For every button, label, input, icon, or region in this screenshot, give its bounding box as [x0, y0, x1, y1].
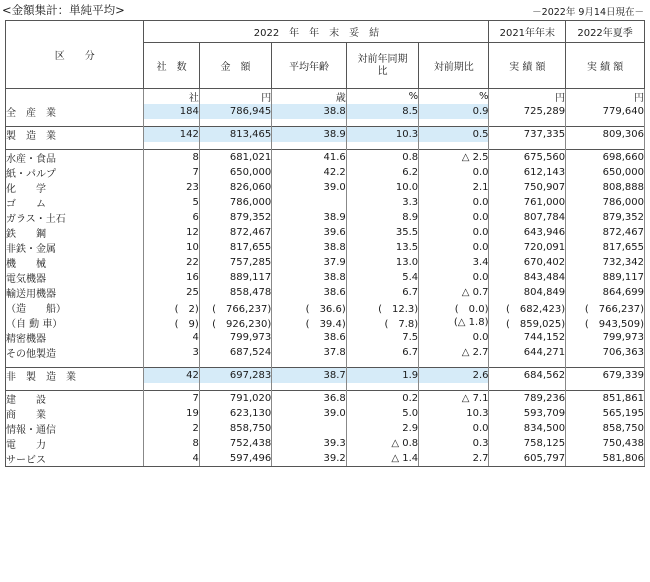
row-label: 情報・通信: [6, 421, 144, 436]
value-cell: ( 926,230): [199, 315, 271, 330]
value-cell: 786,000: [199, 195, 271, 210]
value-cell: 879,352: [199, 210, 271, 225]
spacer-cell: [566, 142, 645, 150]
value-cell: 858,750: [566, 421, 645, 436]
value-cell: △ 1.4: [346, 451, 418, 467]
row-label: 鉄 鋼: [6, 225, 144, 240]
value-cell: 0.0: [419, 225, 489, 240]
spacer-cell: [346, 119, 418, 127]
value-cell: 25: [144, 285, 199, 300]
row-label: （造 船）: [6, 300, 144, 315]
spacer-cell: [199, 142, 271, 150]
spacer-cell: [144, 360, 199, 368]
row-label: 全 産 業: [6, 104, 144, 119]
table-row: [6, 165, 645, 180]
value-cell: 37.9: [272, 255, 347, 270]
value-cell: 597,496: [199, 451, 271, 467]
row-label: 電気機器: [6, 270, 144, 285]
value-cell: △ 0.7: [419, 285, 489, 300]
value-cell: 16: [144, 270, 199, 285]
value-cell: 0.0: [419, 270, 489, 285]
value-cell: 565,195: [566, 406, 645, 421]
value-cell: 779,640: [566, 104, 645, 119]
value-cell: 38.8: [272, 270, 347, 285]
value-cell: △ 2.5: [419, 150, 489, 166]
value-cell: 8: [144, 436, 199, 451]
spacer-cell: [199, 119, 271, 127]
table-row: [6, 127, 645, 143]
spacer-cell: [489, 383, 566, 391]
spacer-row: [6, 119, 645, 127]
value-cell: △ 2.7: [419, 345, 489, 360]
value-cell: 38.8: [272, 240, 347, 255]
value-cell: 142: [144, 127, 199, 143]
value-cell: ( 766,237): [199, 300, 271, 315]
value-cell: 0.8: [346, 150, 418, 166]
value-cell: 0.0: [419, 210, 489, 225]
spacer-cell: [6, 383, 144, 391]
table-row: [6, 300, 645, 315]
value-cell: 3: [144, 345, 199, 360]
table-row: [6, 345, 645, 360]
row-label: 建 設: [6, 391, 144, 407]
row-label: 機 械: [6, 255, 144, 270]
row-label: ゴ ム: [6, 195, 144, 210]
table-row: [6, 368, 645, 384]
group-2022-header: 2022 年 年 末 妥 結: [144, 21, 489, 43]
value-cell: 7.5: [346, 330, 418, 345]
value-cell: ( 943,509): [566, 315, 645, 330]
value-cell: 889,117: [566, 270, 645, 285]
row-label: 商 業: [6, 406, 144, 421]
value-cell: 675,560: [489, 150, 566, 166]
value-cell: 725,289: [489, 104, 566, 119]
value-cell: 799,973: [199, 330, 271, 345]
unit-cell: 歳: [272, 89, 347, 105]
spacer-cell: [419, 142, 489, 150]
value-cell: 761,000: [489, 195, 566, 210]
value-cell: 808,888: [566, 180, 645, 195]
units-row: [6, 89, 645, 105]
spacer-row: [6, 383, 645, 391]
spacer-cell: [272, 142, 347, 150]
section-header: 区 分: [6, 21, 144, 89]
value-cell: 681,021: [199, 150, 271, 166]
unit-cell: 社: [144, 89, 199, 105]
value-cell: 39.2: [272, 451, 347, 467]
value-cell: 581,806: [566, 451, 645, 467]
value-cell: 3.3: [346, 195, 418, 210]
spacer-cell: [6, 142, 144, 150]
row-label: ガラス・土石: [6, 210, 144, 225]
spacer-cell: [144, 142, 199, 150]
value-cell: 7: [144, 391, 199, 407]
as-of-date: －2022年 9月14日現在－: [532, 7, 644, 18]
table-row: [6, 240, 645, 255]
value-cell: 10: [144, 240, 199, 255]
value-cell: 807,784: [489, 210, 566, 225]
col-2022s-sub-header: 実 績 額: [566, 43, 645, 89]
table-row: [6, 421, 645, 436]
table-row: [6, 210, 645, 225]
value-cell: 697,283: [199, 368, 271, 384]
row-label: 輸送用機器: [6, 285, 144, 300]
table-row: [6, 270, 645, 285]
table-row: [6, 330, 645, 345]
value-cell: 789,236: [489, 391, 566, 407]
table-row: [6, 225, 645, 240]
spacer-cell: [419, 360, 489, 368]
value-cell: ( 766,237): [566, 300, 645, 315]
value-cell: 38.7: [272, 368, 347, 384]
value-cell: 851,861: [566, 391, 645, 407]
value-cell: 817,655: [566, 240, 645, 255]
row-label: 非鉄・金属: [6, 240, 144, 255]
col-2022s-header: 2022年夏季: [566, 21, 645, 43]
value-cell: 6: [144, 210, 199, 225]
unit-cell: 円: [199, 89, 271, 105]
value-cell: △ 7.1: [419, 391, 489, 407]
value-cell: ( 9): [144, 315, 199, 330]
spacer-cell: [489, 119, 566, 127]
value-cell: 786,945: [199, 104, 271, 119]
spacer-row: [6, 142, 645, 150]
value-cell: 2.1: [419, 180, 489, 195]
value-cell: 38.8: [272, 104, 347, 119]
table-row: [6, 150, 645, 166]
value-cell: 732,342: [566, 255, 645, 270]
value-cell: 37.8: [272, 345, 347, 360]
unit-cell: %: [346, 89, 418, 105]
spacer-cell: [6, 360, 144, 368]
value-cell: 8.5: [346, 104, 418, 119]
table-body: [6, 89, 645, 467]
value-cell: 39.6: [272, 225, 347, 240]
spacer-cell: [566, 119, 645, 127]
value-cell: 750,438: [566, 436, 645, 451]
spacer-cell: [566, 383, 645, 391]
value-cell: 0.0: [419, 330, 489, 345]
value-cell: 612,143: [489, 165, 566, 180]
col-amount-header: 金 額: [199, 43, 271, 89]
value-cell: 12: [144, 225, 199, 240]
value-cell: 684,562: [489, 368, 566, 384]
row-label: 精密機器: [6, 330, 144, 345]
value-cell: 650,000: [199, 165, 271, 180]
value-cell: 643,946: [489, 225, 566, 240]
unit-cell: 円: [566, 89, 645, 105]
value-cell: 826,060: [199, 180, 271, 195]
spacer-row: [6, 360, 645, 368]
value-cell: 757,285: [199, 255, 271, 270]
value-cell: 623,130: [199, 406, 271, 421]
value-cell: 4: [144, 330, 199, 345]
value-cell: 1.9: [346, 368, 418, 384]
value-cell: 2: [144, 421, 199, 436]
spacer-cell: [489, 142, 566, 150]
value-cell: 35.5: [346, 225, 418, 240]
value-cell: 670,402: [489, 255, 566, 270]
value-cell: 813,465: [199, 127, 271, 143]
spacer-cell: [346, 142, 418, 150]
value-cell: 8: [144, 150, 199, 166]
value-cell: 791,020: [199, 391, 271, 407]
col-companies-header: 社 数: [144, 43, 199, 89]
value-cell: 22: [144, 255, 199, 270]
value-cell: ( 39.4): [272, 315, 347, 330]
table-row: [6, 285, 645, 300]
spacer-cell: [566, 360, 645, 368]
value-cell: 23: [144, 180, 199, 195]
value-cell: 0.0: [419, 195, 489, 210]
value-cell: 0.5: [419, 127, 489, 143]
value-cell: △ 0.8: [346, 436, 418, 451]
value-cell: 786,000: [566, 195, 645, 210]
table-row: [6, 255, 645, 270]
row-label: 化 学: [6, 180, 144, 195]
row-label: 紙・パルプ: [6, 165, 144, 180]
value-cell: 39.0: [272, 406, 347, 421]
value-cell: 872,467: [199, 225, 271, 240]
value-cell: 593,709: [489, 406, 566, 421]
col-2021-sub-header: 実 績 額: [489, 43, 566, 89]
row-label: サービス: [6, 451, 144, 467]
spacer-cell: [199, 360, 271, 368]
value-cell: 752,438: [199, 436, 271, 451]
value-cell: ( 7.8): [346, 315, 418, 330]
value-cell: 605,797: [489, 451, 566, 467]
col-2021-header: 2021年年末: [489, 21, 566, 43]
col-yoy-same-header: 対前年同期比: [346, 43, 418, 89]
row-label: その他製造: [6, 345, 144, 360]
value-cell: 6.7: [346, 285, 418, 300]
value-cell: 0.0: [419, 165, 489, 180]
table-row: [6, 195, 645, 210]
value-cell: 889,117: [199, 270, 271, 285]
row-label: 水産・食品: [6, 150, 144, 166]
value-cell: [272, 421, 347, 436]
table-row: [6, 436, 645, 451]
value-cell: ( 682,423): [489, 300, 566, 315]
value-cell: 744,152: [489, 330, 566, 345]
value-cell: 650,000: [566, 165, 645, 180]
spacer-cell: [346, 383, 418, 391]
value-cell: 872,467: [566, 225, 645, 240]
value-cell: 38.9: [272, 127, 347, 143]
value-cell: 38.6: [272, 330, 347, 345]
value-cell: 42: [144, 368, 199, 384]
value-cell: 7: [144, 165, 199, 180]
value-cell: 0.3: [419, 436, 489, 451]
units-label: [6, 89, 144, 105]
value-cell: 720,091: [489, 240, 566, 255]
table-row: [6, 406, 645, 421]
spacer-cell: [419, 383, 489, 391]
table-row: [6, 104, 645, 119]
value-cell: 0.0: [419, 240, 489, 255]
value-cell: 698,660: [566, 150, 645, 166]
spacer-cell: [199, 383, 271, 391]
value-cell: 843,484: [489, 270, 566, 285]
value-cell: 19: [144, 406, 199, 421]
value-cell: ( 0.0): [419, 300, 489, 315]
value-cell: 0.2: [346, 391, 418, 407]
table-row: [6, 315, 645, 330]
value-cell: 0.0: [419, 421, 489, 436]
table-row: [6, 391, 645, 407]
value-cell: 4: [144, 451, 199, 467]
value-cell: 10.0: [346, 180, 418, 195]
value-cell: ( 2): [144, 300, 199, 315]
row-label: （自 動 車）: [6, 315, 144, 330]
spacer-cell: [144, 119, 199, 127]
unit-cell: %: [419, 89, 489, 105]
table-title: <金額集計：単純平均>: [2, 3, 125, 17]
value-cell: 6.2: [346, 165, 418, 180]
value-cell: 5: [144, 195, 199, 210]
spacer-cell: [272, 383, 347, 391]
value-cell: 817,655: [199, 240, 271, 255]
value-cell: 2.6: [419, 368, 489, 384]
value-cell: 13.5: [346, 240, 418, 255]
value-cell: 804,849: [489, 285, 566, 300]
table-row: [6, 180, 645, 195]
value-cell: 38.6: [272, 285, 347, 300]
value-cell: ( 12.3): [346, 300, 418, 315]
value-cell: 858,750: [199, 421, 271, 436]
unit-cell: 円: [489, 89, 566, 105]
col-age-header: 平均年齢: [272, 43, 347, 89]
value-cell: 8.9: [346, 210, 418, 225]
value-cell: 644,271: [489, 345, 566, 360]
value-cell: 834,500: [489, 421, 566, 436]
value-cell: 687,524: [199, 345, 271, 360]
value-cell: 750,907: [489, 180, 566, 195]
spacer-cell: [489, 360, 566, 368]
spacer-cell: [144, 383, 199, 391]
summary-table: [5, 20, 645, 467]
value-cell: ( 859,025): [489, 315, 566, 330]
value-cell: 2.9: [346, 421, 418, 436]
value-cell: 41.6: [272, 150, 347, 166]
value-cell: [272, 195, 347, 210]
value-cell: 706,363: [566, 345, 645, 360]
value-cell: ( 36.6): [272, 300, 347, 315]
value-cell: 679,339: [566, 368, 645, 384]
value-cell: 2.7: [419, 451, 489, 467]
row-label: 電 力: [6, 436, 144, 451]
value-cell: 10.3: [346, 127, 418, 143]
value-cell: 758,125: [489, 436, 566, 451]
spacer-cell: [346, 360, 418, 368]
value-cell: 13.0: [346, 255, 418, 270]
spacer-cell: [272, 360, 347, 368]
value-cell: 5.4: [346, 270, 418, 285]
value-cell: 38.9: [272, 210, 347, 225]
value-cell: 5.0: [346, 406, 418, 421]
col-yoy-header: 対前期比: [419, 43, 489, 89]
value-cell: 737,335: [489, 127, 566, 143]
spacer-cell: [419, 119, 489, 127]
value-cell: 799,973: [566, 330, 645, 345]
table-row: [6, 451, 645, 467]
value-cell: (△ 1.8): [419, 315, 489, 330]
value-cell: 3.4: [419, 255, 489, 270]
value-cell: 879,352: [566, 210, 645, 225]
value-cell: 6.7: [346, 345, 418, 360]
value-cell: 864,699: [566, 285, 645, 300]
spacer-cell: [6, 119, 144, 127]
value-cell: 39.0: [272, 180, 347, 195]
value-cell: 10.3: [419, 406, 489, 421]
spacer-cell: [272, 119, 347, 127]
value-cell: 39.3: [272, 436, 347, 451]
value-cell: 184: [144, 104, 199, 119]
value-cell: 809,306: [566, 127, 645, 143]
value-cell: 858,478: [199, 285, 271, 300]
row-label: 製 造 業: [6, 127, 144, 143]
row-label: 非 製 造 業: [6, 368, 144, 384]
value-cell: 36.8: [272, 391, 347, 407]
value-cell: 42.2: [272, 165, 347, 180]
value-cell: 0.9: [419, 104, 489, 119]
